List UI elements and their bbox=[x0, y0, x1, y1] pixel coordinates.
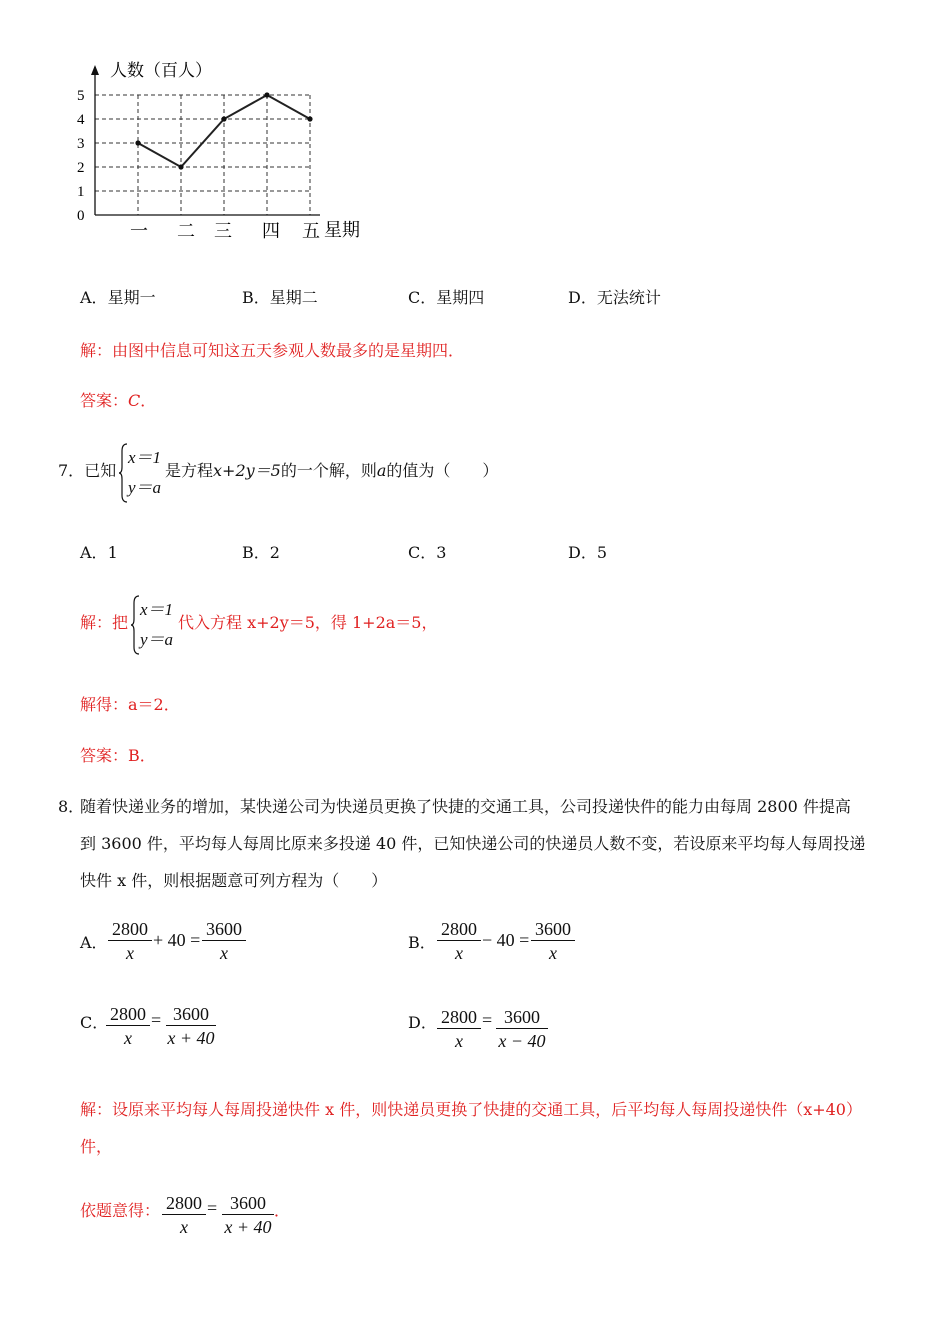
x-tick-label: 二 bbox=[177, 221, 195, 242]
q7-solution-prefix: 解：把 bbox=[80, 613, 129, 632]
y-tick-label: 2 bbox=[77, 160, 85, 176]
q6-option-b[interactable] bbox=[242, 285, 318, 308]
fraction: $\frac{2800}{x}$ bbox=[162, 1192, 206, 1239]
option-letter: D． bbox=[568, 288, 597, 307]
data-point bbox=[178, 164, 183, 169]
operator: = bbox=[207, 1198, 218, 1218]
q8-option-c-letter[interactable]: C． bbox=[80, 1013, 109, 1032]
data-point bbox=[221, 116, 226, 121]
fraction: $\frac{2800}{x}$ bbox=[437, 918, 481, 965]
option-text: 无法统计 bbox=[596, 288, 661, 307]
q7-option-d[interactable]: D．5 bbox=[568, 543, 608, 562]
y-tick-label: 1 bbox=[77, 184, 85, 200]
data-point bbox=[135, 140, 140, 145]
chart-axes bbox=[77, 65, 320, 242]
brace-icon bbox=[130, 595, 140, 655]
q7-option-b[interactable]: B．2 bbox=[242, 543, 280, 562]
q7-system: x＝1 y＝a bbox=[128, 448, 162, 497]
fraction: $\frac{3600}{x + 40}$ bbox=[222, 1192, 274, 1239]
fraction: $\frac{3600}{x - 40}$ bbox=[496, 1006, 548, 1053]
option-text: 星期二 bbox=[269, 288, 318, 307]
y-axis-arrow-icon bbox=[91, 65, 99, 75]
question-number: 8． bbox=[58, 797, 85, 816]
option-text: 星期四 bbox=[436, 288, 485, 307]
q6-option-c[interactable] bbox=[408, 285, 484, 308]
q7-stem-rest: 是方程x+2y＝5的一个解，则a的值为（ ） bbox=[165, 461, 499, 480]
q7-option-a[interactable]: A．1 bbox=[80, 543, 118, 562]
data-point bbox=[307, 116, 312, 121]
operator: − 40 = bbox=[482, 930, 530, 950]
option-text: 星期一 bbox=[107, 288, 156, 307]
operator: = bbox=[151, 1010, 162, 1030]
fraction: $\frac{2800}{x}$ bbox=[106, 1003, 150, 1050]
q6-option-a[interactable] bbox=[80, 285, 156, 308]
data-point bbox=[264, 92, 269, 97]
q6-option-d[interactable] bbox=[568, 285, 661, 308]
y-tick-label: 5 bbox=[77, 88, 85, 104]
question-number: 7． bbox=[58, 461, 85, 480]
q8-solution-line1: 解：设原来平均每人每周投递快件 x 件，则快递员更换了快捷的交通工具，后平均每人每周投递快件（x+40） bbox=[80, 1100, 862, 1119]
q6-answer: 答案：C． bbox=[80, 391, 157, 410]
option-letter: B． bbox=[242, 288, 270, 307]
q8-stem-line2: 到 3600 件，平均每人每周比原来多投递 40 件，已知快递公司的快递员人数不变，若设原来平均每人每周投递 bbox=[80, 834, 866, 853]
q6-solution: 解：由图中信息可知这五天参观人数最多的是星期四． bbox=[80, 341, 465, 360]
q7-solution-text: 代入方程 x+2y＝5，得 1+2a＝5， bbox=[178, 613, 438, 632]
q7-solution-system: x＝1 y＝a bbox=[140, 600, 174, 649]
fraction: $\frac{3600}{x}$ bbox=[202, 918, 246, 965]
q8-option-b-letter[interactable]: B． bbox=[408, 933, 436, 952]
line-chart bbox=[70, 55, 450, 305]
fraction: $\frac{2800}{x}$ bbox=[108, 918, 152, 965]
operator: = bbox=[482, 1010, 493, 1030]
q7-solution-result: 解得：a＝2． bbox=[80, 695, 180, 714]
fraction: $\frac{2800}{x}$ bbox=[437, 1006, 481, 1053]
fraction: $\frac{3600}{x + 40}$ bbox=[167, 1004, 215, 1048]
q8-stem-line3: 快件 x 件，则根据题意可列方程为（ ） bbox=[80, 871, 388, 890]
q8-solution-line2: 件， bbox=[80, 1137, 113, 1156]
q7-stem: 7．已知 bbox=[58, 461, 117, 480]
x-tick-label: 五 bbox=[302, 221, 320, 242]
chart-grid bbox=[95, 95, 310, 215]
q7-answer: 答案：B． bbox=[80, 746, 156, 765]
q8-stem-line1: 随着快递业务的增加，某快递公司为快递员更换了快捷的交通工具，公司投递快件的能力由每周 2800 件提高 bbox=[80, 797, 851, 816]
q8-final-end: ． bbox=[274, 1201, 291, 1220]
q8-final-prefix: 依题意得： bbox=[80, 1201, 161, 1220]
chart-ylabel: 人数（百人） bbox=[110, 61, 212, 81]
q7-option-c[interactable]: C．3 bbox=[408, 543, 447, 562]
brace-icon bbox=[118, 443, 128, 503]
operator: + 40 = bbox=[153, 930, 201, 950]
x-tick-label: 三 bbox=[214, 221, 232, 242]
chart-xlabel: 星期 bbox=[324, 220, 360, 241]
option-letter: C． bbox=[408, 288, 437, 307]
y-tick-label: 3 bbox=[77, 136, 85, 152]
fraction: $\frac{3600}{x}$ bbox=[531, 918, 575, 965]
x-tick-label: 一 bbox=[130, 221, 148, 242]
q8-option-d-letter[interactable]: D． bbox=[408, 1013, 437, 1032]
x-tick-label: 四 bbox=[262, 221, 280, 242]
y-tick-label: 4 bbox=[77, 112, 85, 128]
option-letter: A． bbox=[80, 288, 108, 307]
q8-option-a-letter[interactable]: A． bbox=[80, 933, 108, 952]
y-tick-label: 0 bbox=[77, 208, 85, 224]
